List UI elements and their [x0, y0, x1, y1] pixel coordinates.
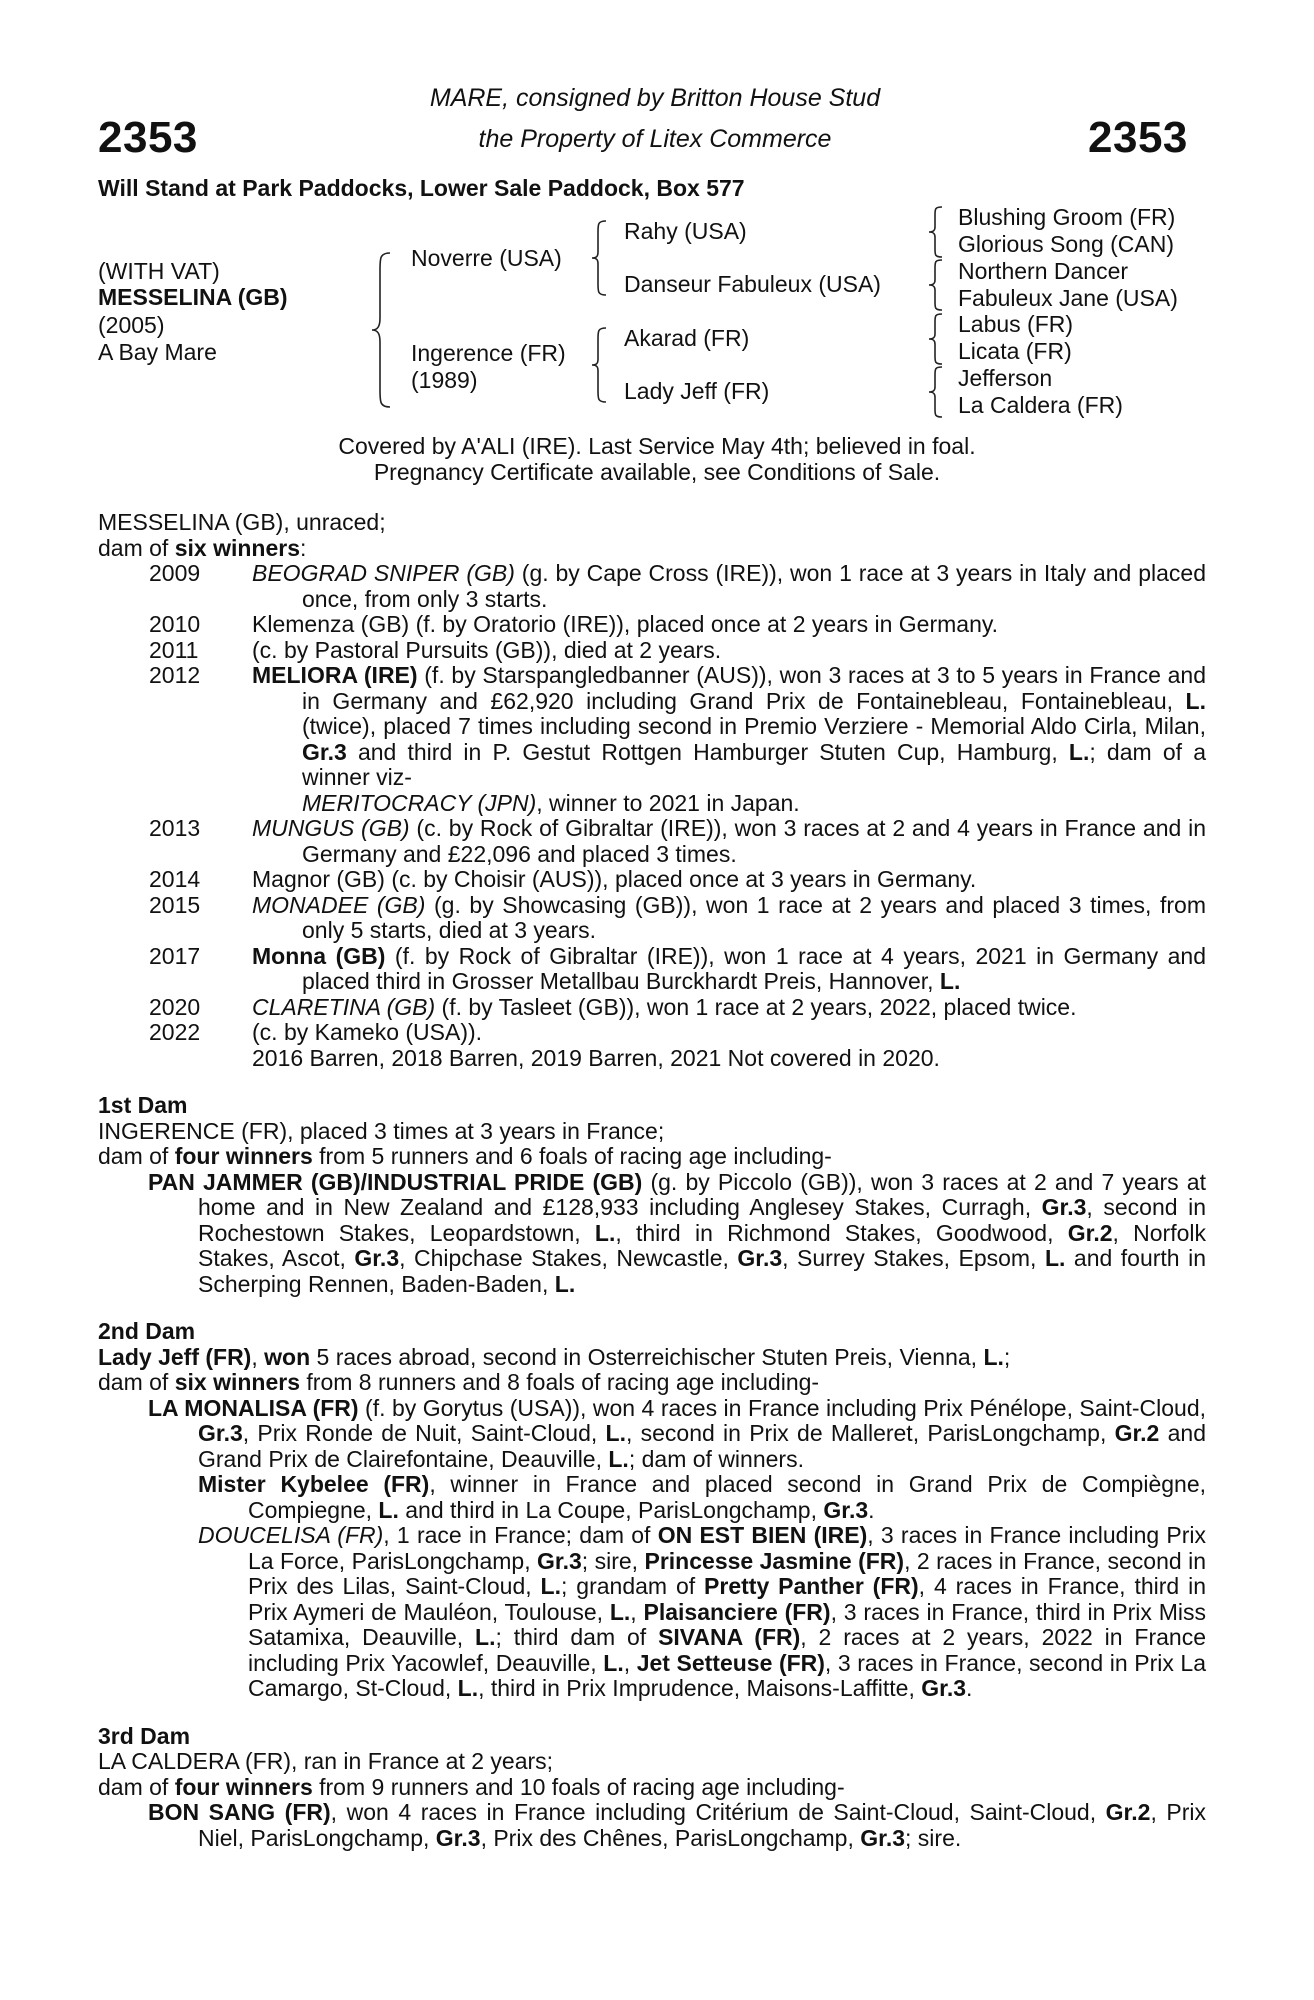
- horse-name: MESSELINA (GB): [98, 284, 288, 310]
- second-dam-summary: dam of six winners from 8 runners and 8 foals of racing age including-: [98, 1369, 820, 1395]
- foal-name: MELIORA (IRE): [252, 662, 418, 688]
- produce-row: 2020 CLARETINA (GB) (f. by Tasleet (GB)), won 1 race at 2 years, 2022, placed twice.: [149, 993, 1077, 1020]
- produce-year: 2009: [149, 560, 201, 586]
- pedigree-sire-sire: Rahy (USA): [624, 218, 747, 244]
- foal-name: MONADEE (GB): [252, 891, 426, 918]
- produce-year: 2022: [149, 1019, 201, 1045]
- foal-name: BEOGRAD SNIPER (GB): [252, 560, 515, 586]
- pedigree-brace-sd: [926, 258, 948, 312]
- produce-row: 2014 Magnor (GB) (c. by Choisir (AUS)), placed once at 3 years in Germany.: [149, 866, 977, 892]
- lot-number-right: 2353: [1088, 113, 1188, 162]
- pedigree-brace-main: [370, 250, 400, 410]
- second-dam-progeny: DOUCELISA (FR), 1 race in France; dam of ON EST BIEN (IRE), 3 races in France including Prix La Force, ParisLongchamp, Gr.3; sire, Princesse Jasmine (FR), 2 races in France, second in Prix des Lilas, Saint-Cloud, L.; grandam of Pretty Panther (FR), 4 races in France, third in Prix Aymeri de Mauléon, Toulouse, L., Plaisanciere (FR), 3 races in France, third in Prix Miss Satamixa, Deauville, L.; third dam of SIVANA (FR), 2 races at 2 years, 2022 in France including Prix Yacowlef, Deauville, L., Jet Setteuse (FR), 3 races in France, second in Prix La Camargo, St-Cloud, L., third in Prix Imprudence, Maisons-Laffitte, Gr.3.: [198, 1522, 1207, 1701]
- first-dam-heading: 1st Dam: [98, 1092, 188, 1118]
- pedigree-dds: Jefferson: [958, 365, 1053, 391]
- pedigree-ddd: La Caldera (FR): [958, 392, 1123, 418]
- covered-line: Covered by A'ALI (IRE). Last Service May 4th; believed in foal.: [338, 433, 976, 459]
- produce-year: 2017: [149, 942, 201, 969]
- pedigree-sire-dam: Danseur Fabuleux (USA): [624, 271, 881, 297]
- pedigree-brace-ds: [926, 312, 948, 366]
- pedigree-dam: Ingerence (FR): [411, 340, 566, 366]
- produce-row: 2013 MUNGUS (GB) (c. by Rock of Gibraltar (IRE)), won 3 races at 2 and 4 years in France and in Germany and £22,096 and placed 3 times.: [149, 815, 1206, 867]
- first-dam-summary: dam of four winners from 5 runners and 6 foals of racing age including-: [98, 1143, 832, 1169]
- pedigree-dss: Labus (FR): [958, 311, 1074, 337]
- produce-row: 2011 (c. by Pastoral Pursuits (GB)), died at 2 years.: [149, 636, 722, 663]
- pedigree-sds: Northern Dancer: [958, 258, 1129, 284]
- third-dam-progeny: BON SANG (FR), won 4 races in France including Critérium de Saint-Cloud, Saint-Cloud, Gr.2, Prix Niel, ParisLongchamp, Gr.3, Prix des Chênes, ParisLongchamp, Gr.3; sire.: [148, 1799, 1206, 1851]
- produce-intro: MESSELINA (GB), unraced;: [98, 509, 386, 535]
- pedigree-brace-dd: [926, 365, 948, 419]
- produce-year: 2010: [149, 611, 201, 637]
- pedigree-dsd: Licata (FR): [958, 338, 1072, 364]
- pedigree-brace-ss: [926, 205, 948, 259]
- vat-label: (WITH VAT): [98, 258, 220, 284]
- third-dam-heading: 3rd Dam: [98, 1722, 191, 1749]
- produce-year: 2012: [149, 662, 201, 688]
- pedigree-sdd: Fabuleux Jane (USA): [958, 285, 1178, 311]
- barren-note: 2016 Barren, 2018 Barren, 2019 Barren, 2021 Not covered in 2020.: [252, 1044, 940, 1071]
- third-dam-summary: dam of four winners from 9 runners and 10 foals of racing age including-: [98, 1773, 845, 1800]
- pedigree-sire: Noverre (USA): [411, 245, 562, 271]
- consignor-line: MARE, consigned by Britton House Stud: [429, 84, 881, 112]
- produce-year: 2014: [149, 866, 201, 892]
- produce-year: 2013: [149, 815, 201, 841]
- produce-year: 2015: [149, 891, 201, 918]
- first-dam-progeny: PAN JAMMER (GB)/INDUSTRIAL PRIDE (GB) (g. by Piccolo (GB)), won 3 races at 2 and 7 years at home and in New Zealand and £128,933 including Anglesey Stakes, Curragh, Gr.3, second in Rochestown Stakes, Leopardstown, L., third in Richmond Stakes, Goodwood, Gr.2, Norfolk Stakes, Ascot, Gr.3, Chipchase Stakes, Newcastle, Gr.3, Surrey Stakes, Epsom, L. and fourth in Scherping Rennen, Baden-Baden, L.: [148, 1168, 1207, 1297]
- property-line: the Property of Litex Commerce: [478, 125, 832, 153]
- foal-name: MUNGUS (GB): [252, 815, 410, 841]
- first-dam-line: INGERENCE (FR), placed 3 times at 3 years in France;: [98, 1117, 665, 1144]
- third-dam-line: LA CALDERA (FR), ran in France at 2 years;: [98, 1748, 554, 1774]
- second-dam-heading: 2nd Dam: [98, 1318, 196, 1344]
- produce-year: 2011: [149, 636, 199, 663]
- produce-row: 2017 Monna (GB) (f. by Rock of Gibraltar (IRE)), won 1 race at 4 years, 2021 in Germany and placed third in Grosser Metallbau Burckhardt Preis, Hannover, L.: [149, 942, 1206, 994]
- pedigree-dam-dam: Lady Jeff (FR): [624, 378, 770, 404]
- produce-row: 2012 MELIORA (IRE) (f. by Starspangledbanner (AUS)), won 3 races at 3 to 5 years in France and in Germany and £62,920 including Grand Prix de Fontainebleau, Fontainebleau, L. (twice), placed 7 times including second in Premio Verziere - Memorial Aldo Cirla, Milan, Gr.3 and third in P. Gestut Rottgen Hamburger Stuten Cup, Hamburg, L.; dam of a winner viz- MERITOCRACY (JPN), winner to 2021 in Japan.: [149, 662, 1206, 816]
- pedigree-brace-dam: [590, 325, 612, 405]
- produce-record: [98, 510, 1206, 1851]
- pedigree-dam-sire: Akarad (FR): [624, 325, 750, 351]
- produce-row: 2015 MONADEE (GB) (g. by Showcasing (GB)), won 1 race at 2 years and placed 3 times, from only 5 starts, died at 3 years.: [149, 891, 1207, 943]
- foal-name: CLARETINA (GB): [252, 993, 436, 1020]
- horse-description: A Bay Mare: [98, 339, 217, 365]
- second-dam-progeny: Mister Kybelee (FR), winner in France and placed second in Grand Prix de Compiègne, Compiegne, L. and third in La Coupe, ParisLongchamp, Gr.3.: [198, 1471, 1207, 1523]
- pedigree-ssd: Glorious Song (CAN): [958, 231, 1175, 257]
- pedigree-dam-year: (1989): [411, 367, 478, 393]
- produce-row: 2009 BEOGRAD SNIPER (GB) (g. by Cape Cross (IRE)), won 1 race at 3 years in Italy and placed once, from only 3 starts.: [149, 560, 1206, 612]
- second-dam-progeny: LA MONALISA (FR) (f. by Gorytus (USA)), won 4 races in France including Prix Pénélope, Saint-Cloud, Gr.3, Prix Ronde de Nuit, Saint-Cloud, L., second in Prix de Malleret, ParisLongchamp, Gr.2 and Grand Prix de Clairefontaine, Deauville, L.; dam of winners.: [148, 1394, 1207, 1472]
- stand-location: Will Stand at Park Paddocks, Lower Sale Paddock, Box 577: [98, 175, 745, 201]
- second-dam-line: Lady Jeff (FR), won 5 races abroad, second in Osterreichischer Stuten Preis, Vienna, L.;: [98, 1343, 1011, 1370]
- pedigree-sss: Blushing Groom (FR): [958, 204, 1176, 230]
- produce-row: 2010 Klemenza (GB) (f. by Oratorio (IRE)), placed once at 2 years in Germany.: [149, 611, 999, 637]
- pregnancy-line: Pregnancy Certificate available, see Conditions of Sale.: [373, 459, 941, 485]
- produce-year: 2020: [149, 993, 201, 1020]
- pedigree-brace-sire: [590, 218, 612, 298]
- lot-number-left: 2353: [98, 113, 198, 162]
- grandfoal-name: MERITOCRACY (JPN): [302, 789, 537, 816]
- produce-row: 2022 (c. by Kameko (USA)).: [149, 1019, 483, 1045]
- produce-summary: dam of six winners:: [98, 534, 307, 561]
- foal-name: Monna (GB): [252, 942, 386, 969]
- horse-year: (2005): [98, 312, 165, 338]
